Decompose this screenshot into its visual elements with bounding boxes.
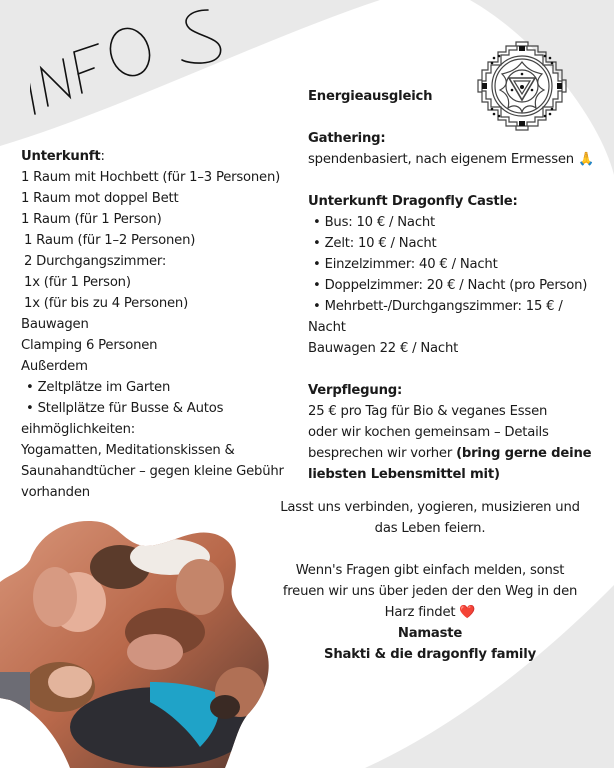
price-item: • Zelt: 10 € / Nacht bbox=[313, 236, 437, 251]
closing-line: Wenn's Fragen gibt einfach melden, sonst bbox=[295, 563, 565, 578]
list-item: 1 Raum (für 1 Person) bbox=[21, 212, 162, 227]
list-item: Außerdem bbox=[21, 359, 88, 374]
list-item: 1 Raum mot doppel Bett bbox=[21, 191, 179, 206]
food-line: liebsten Lebensmittel mit) bbox=[308, 467, 500, 482]
list-item: • Stellplätze für Busse & Autos bbox=[26, 401, 224, 416]
list-item: Saunahandtücher – gegen kleine Gebühr bbox=[21, 464, 284, 479]
closing-line: Lasst uns verbinden, yogieren, musizieren und bbox=[280, 500, 580, 515]
gathering-heading: Gathering: bbox=[308, 131, 386, 146]
list-item: vorhanden bbox=[21, 485, 90, 500]
signature: Shakti & die dragonfly family bbox=[324, 647, 536, 662]
food-heading: Verpflegung: bbox=[308, 383, 403, 398]
castle-heading: Unterkunft Dragonfly Castle: bbox=[308, 194, 518, 209]
group-photo bbox=[0, 512, 270, 768]
food-line: 25 € pro Tag für Bio & veganes Essen bbox=[308, 404, 548, 419]
energy-heading: Energieausgleich bbox=[308, 89, 433, 104]
price-item: Bauwagen 22 € / Nacht bbox=[308, 341, 459, 356]
list-item: eihmöglichkeiten: bbox=[21, 422, 135, 437]
namaste: Namaste bbox=[397, 626, 463, 641]
price-item: • Doppelzimmer: 20 € / Nacht (pro Person) bbox=[313, 278, 588, 293]
pricing-section bbox=[308, 86, 594, 485]
title-text: INFOS bbox=[30, 2, 34, 3]
list-item: 1x (für bis zu 4 Personen) bbox=[24, 296, 189, 311]
gathering-text: spendenbasiert, nach eigenem Ermessen 🙏 bbox=[308, 152, 594, 167]
heart-icon: ❤️ bbox=[459, 605, 476, 620]
food-line: besprechen wir vorher (bring gerne deine bbox=[308, 446, 592, 461]
praying-hands-icon: 🙏 bbox=[577, 152, 594, 167]
list-item: 1 Raum mit Hochbett (für 1–3 Personen) bbox=[21, 170, 281, 185]
accommodation-heading: Unterkunft: bbox=[21, 149, 105, 164]
list-item: • Zeltplätze im Garten bbox=[26, 380, 171, 395]
closing-message bbox=[250, 497, 610, 665]
price-item: • Bus: 10 € / Nacht bbox=[313, 215, 435, 230]
accommodation-list bbox=[21, 146, 284, 503]
list-item: 1 Raum (für 1–2 Personen) bbox=[24, 233, 196, 248]
closing-line: Harz findet ❤️ bbox=[384, 605, 476, 620]
price-item: • Einzelzimmer: 40 € / Nacht bbox=[313, 257, 498, 272]
list-item: Bauwagen bbox=[21, 317, 89, 332]
infos-title bbox=[30, 2, 290, 122]
yantra-icon bbox=[476, 40, 568, 132]
list-item: 2 Durchgangszimmer: bbox=[24, 254, 167, 269]
list-item: Clamping 6 Personen bbox=[21, 338, 158, 353]
list-item: Yogamatten, Meditationskissen & bbox=[21, 443, 235, 458]
closing-line: das Leben feiern. bbox=[374, 521, 486, 536]
list-item: 1x (für 1 Person) bbox=[24, 275, 131, 290]
food-line: oder wir kochen gemeinsam – Details bbox=[308, 425, 549, 440]
closing-line: freuen wir uns über jeden der den Weg in den bbox=[282, 584, 578, 599]
price-item-wrap: Nacht bbox=[308, 320, 346, 335]
price-item: • Mehrbett-/Durchgangszimmer: 15 € / bbox=[313, 299, 563, 314]
